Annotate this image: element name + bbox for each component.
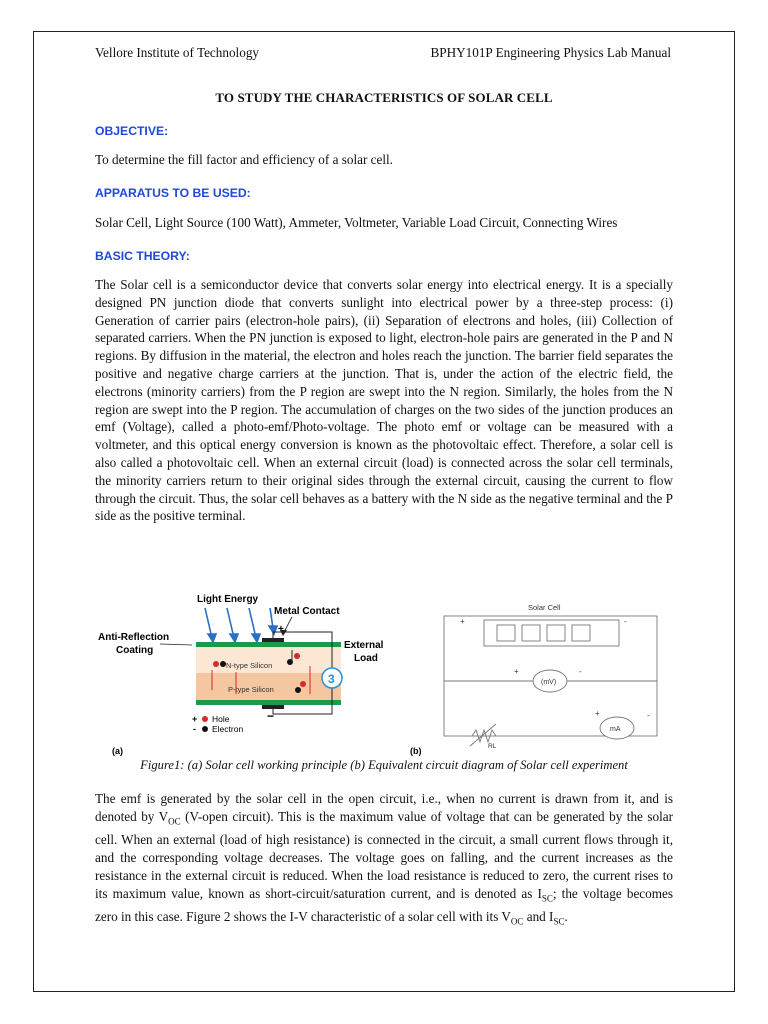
load-glyph: 3: [328, 672, 335, 686]
legend-electron: Electron: [212, 724, 244, 734]
label-light-energy: Light Energy: [197, 594, 259, 605]
label-voltmeter: (mV): [541, 679, 557, 686]
label-solar-cell: Solar Cell: [528, 603, 561, 612]
objective-heading: OBJECTIVE:: [95, 124, 169, 138]
figure-svg: [92, 586, 672, 761]
objective-text: To determine the fill factor and efficiency of a solar cell.: [95, 152, 393, 167]
light-arrows: [205, 608, 277, 642]
svg-text:-: -: [647, 711, 650, 720]
svg-text:+: +: [192, 714, 198, 724]
label-external: External: [344, 640, 384, 651]
label-metal-contact: Metal Contact: [274, 606, 340, 617]
header-institute: Vellore Institute of Technology: [95, 45, 260, 60]
svg-text:+: +: [460, 617, 465, 626]
anti-reflection-layer: [196, 642, 341, 647]
label-p-type: P-type Silicon: [228, 685, 274, 694]
label-load: Load: [354, 653, 378, 664]
label-n-type: N-type Silicon: [226, 661, 273, 670]
legend-electron-dot: [202, 726, 208, 732]
top-contact: [262, 638, 284, 642]
label-resistor: RL: [488, 743, 497, 750]
label-a: (a): [112, 746, 123, 756]
svg-text:+: +: [595, 709, 600, 718]
back-layer: [196, 700, 341, 705]
minus-sign: −: [267, 709, 275, 723]
legend-hole: Hole: [212, 714, 230, 724]
apparatus-heading: APPARATUS TO BE USED:: [95, 186, 251, 200]
figure-caption: Figure1: (a) Solar cell working principle (b) Equivalent circuit diagram of Solar cell experiment: [140, 758, 628, 772]
label-ammeter: mA: [610, 726, 621, 733]
apparatus-text: Solar Cell, Light Source (100 Watt), Ammeter, Voltmeter, Variable Load Circuit, Connecting Wires: [95, 215, 618, 230]
theory-paragraph: The Solar cell is a semiconductor device that converts solar energy into electrical energy. It is a specially designed PN junction diode that converts sunlight into electrical power by a three-step process: (i) Generation of carrier pairs (electron-hole pairs), (ii) Separation of electrons and holes, (iii) Collection of separated carriers. When the PN junction is exposed to light, electron-hole pairs are generated in the P and N regions. By diffusion in the material, the electron and holes reach the junction. The barrier field separates the positive and negative charge carriers at the junction. That is, under the action of the electric field, the electrons (minority carriers) from the P region are swept into the N region. Similarly, the holes from the N region are swept into the P region. The accumulation of charges on the two sides of the junction produces an emf (Voltage), called a photo-emf/Photo-voltage. The photo emf or voltage can be measured with a voltmeter, and this optical energy conversion is known as the photovoltaic effect. Therefore, a solar cell is also called a photovoltaic cell. When an external circuit (load) is connected across the solar cell terminals, the minority carriers return to their original sides through the external circuit, causing the current to flow through the circuit. Thus, the solar cell behaves as a battery with the N side as the negative terminal and the P side as the positive terminal.: [95, 277, 674, 524]
closing-paragraph: The emf is generated by the solar cell in the open circuit, i.e., when no current is drawn from it, and is denoted by $V_{OC}$ (V-open circuit). This is the maximum value of voltage that can be generated by the solar cell. When an external (load of high resistance) is connected in the circuit, a small current flows through it, and the corresponding voltage decreases. The voltage goes on falling, and the current increases as the resistance in the external circuit is reduced. When the load resistance is reduced to zero, the current rises to its maximum value, known as short-circuit/saturation current, and is denoted as $I_{SC}$; the voltage becomes zero in this case. Figure 2 shows the I-V characteristic of a solar cell with its $V_{OC}$ and $I_{SC}$.: [95, 791, 674, 927]
svg-text:-: -: [193, 724, 196, 734]
svg-text:-: -: [624, 617, 627, 626]
legend-hole-dot: [202, 716, 208, 722]
label-coating: Coating: [116, 645, 154, 656]
document-title: TO STUDY THE CHARACTERISTICS OF SOLAR CELL: [215, 90, 553, 105]
figure-1: [92, 586, 672, 761]
svg-text:-: -: [579, 667, 582, 676]
label-b: (b): [410, 746, 422, 756]
label-anti-reflection: Anti-Reflection: [98, 632, 170, 643]
svg-text:+: +: [514, 667, 519, 676]
header-course: BPHY101P Engineering Physics Lab Manual: [430, 45, 671, 60]
theory-heading: BASIC THEORY:: [95, 249, 190, 263]
plus-sign: +: [278, 624, 284, 635]
